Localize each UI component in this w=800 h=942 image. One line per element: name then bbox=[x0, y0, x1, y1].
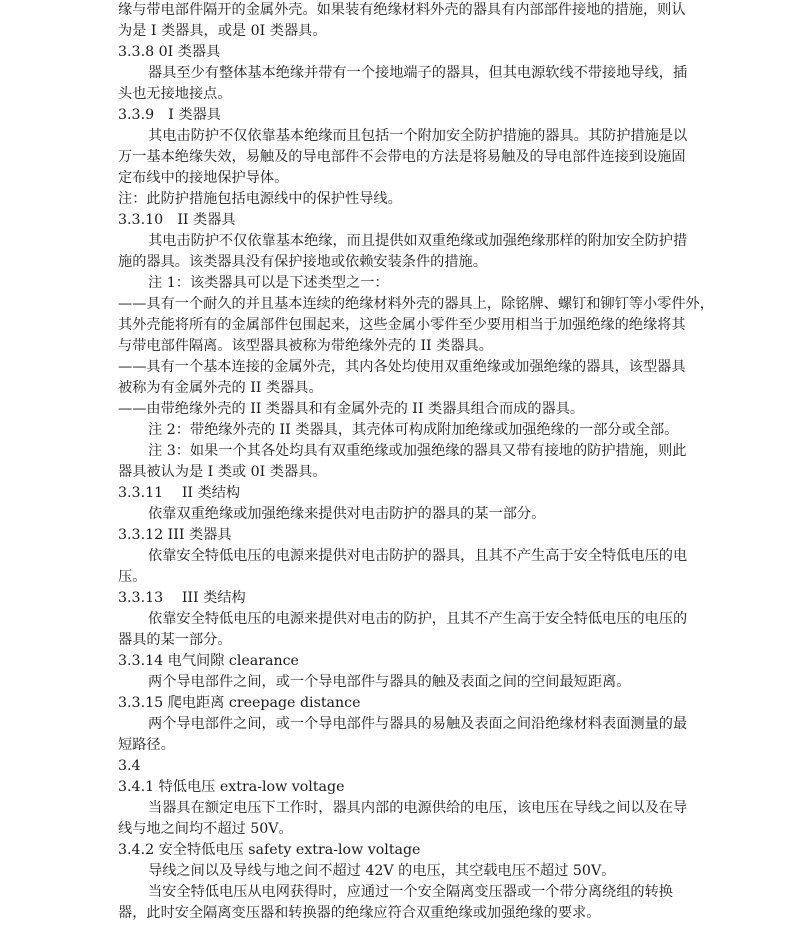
text-line: 施的器具。该类器具没有保护接地或依赖安装条件的措施。 bbox=[118, 254, 487, 270]
text-line: 3.3.9 I 类器具 bbox=[118, 107, 221, 123]
text-line: 其电击防护不仅依靠基本绝缘而且包括一个附加安全防护措施的器具。其防护措施是以 bbox=[148, 128, 688, 144]
text-line: 3.4 bbox=[118, 758, 141, 774]
text-line: 导线之间以及导线与地之间不超过 42V 的电压，其空载电压不超过 50V。 bbox=[148, 863, 616, 879]
text-line: 注 3：如果一个其各处均具有双重绝缘或加强绝缘的器具又带有接地的防护措施，则此 bbox=[148, 443, 687, 459]
text-line: 器，此时安全隔离变压器和转换器的绝缘应符合双重绝缘或加强绝缘的要求。 bbox=[118, 905, 601, 921]
text-line: ——具有一个耐久的并且基本连续的绝缘材料外壳的器具上，除铭牌、螺钉和铆钉等小零件外， bbox=[118, 296, 714, 312]
text-line: 短路径。 bbox=[118, 737, 175, 753]
text-line: ——具有一个基本连接的金属外壳，其内各处均使用双重绝缘或加强绝缘的器具，该型器具 bbox=[118, 359, 686, 375]
text-line: 为是 I 类器具，或是 0I 类器具。 bbox=[118, 23, 327, 39]
text-line: 当安全特低电压从电网获得时，应通过一个安全隔离变压器或一个带分离绕组的转换 bbox=[148, 884, 673, 900]
text-line: 3.4.1 特低电压 extra-low voltage bbox=[118, 779, 345, 795]
text-line: 注：此防护措施包括电源线中的保护性导线。 bbox=[118, 191, 402, 207]
text-line: 其电击防护不仅依靠基本绝缘，而且提供如双重绝缘或加强绝缘那样的附加安全防护措 bbox=[148, 233, 688, 249]
text-line: 依靠安全特低电压的电源来提供对电击的防护，且其不产生高于安全特低电压的电压的 bbox=[148, 611, 688, 627]
text-line: 缘与带电部件隔开的金属外壳。如果装有绝缘材料外壳的器具有内部部件接地的措施，则认 bbox=[118, 2, 686, 18]
text-line: 注 1：该类器具可以是下述类型之一： bbox=[148, 275, 389, 291]
text-line: 3.3.13 III 类结构 bbox=[118, 590, 246, 606]
text-line: 其外壳能将所有的金属部件包围起来，这些金属小零件至少要用相当于加强绝缘的绝缘将其 bbox=[118, 317, 686, 333]
text-line: 被称为有金属外壳的 II 类器具。 bbox=[118, 380, 323, 396]
text-line: ——由带绝缘外壳的 II 类器具和有金属外壳的 II 类器具组合而成的器具。 bbox=[118, 401, 585, 417]
text-line: 压。 bbox=[118, 569, 147, 585]
text-line: 3.3.15 爬电距离 creepage distance bbox=[118, 695, 361, 711]
text-line: 3.3.8 0I 类器具 bbox=[118, 44, 221, 60]
text-line: 万一基本绝缘失效，易触及的导电部件不会带电的方法是将易触及的导电部件连接到设施固 bbox=[118, 149, 686, 165]
text-line: 3.3.14 电气间隙 clearance bbox=[118, 653, 299, 669]
text-line: 3.3.12 III 类器具 bbox=[118, 527, 232, 543]
text-line: 器具被认为是 I 类或 0I 类器具。 bbox=[118, 464, 327, 480]
text-line: 两个导电部件之间，或一个导电部件与器具的触及表面之间的空间最短距离。 bbox=[148, 674, 631, 690]
text-line: 两个导电部件之间，或一个导电部件与器具的易触及表面之间沿绝缘材料表面测量的最 bbox=[148, 716, 688, 732]
text-line: 3.3.10 II 类器具 bbox=[118, 212, 236, 228]
text-line: 当器具在额定电压下工作时，器具内部的电源供给的电压，该电压在导线之间以及在导 bbox=[148, 800, 688, 816]
text-line: 定布线中的接地保护导体。 bbox=[118, 170, 289, 186]
text-line: 3.4.2 安全特低电压 safety extra-low voltage bbox=[118, 842, 421, 858]
text-line: 器具至少有整体基本绝缘并带有一个接地端子的器具，但其电源软线不带接地导线，插 bbox=[148, 65, 688, 81]
document-body bbox=[118, 0, 714, 924]
text-line: 线与地之间均不超过 50V。 bbox=[118, 821, 293, 837]
text-line: 依靠双重绝缘或加强绝缘来提供对电击防护的器具的某一部分。 bbox=[148, 506, 546, 522]
text-line: 3.3.11 II 类结构 bbox=[118, 485, 241, 501]
text-line: 注 2：带绝缘外壳的 II 类器具，其壳体可构成附加绝缘或加强绝缘的一部分或全部。 bbox=[148, 422, 679, 438]
text-line: 器具的某一部分。 bbox=[118, 632, 232, 648]
text-line: 依靠安全特低电压的电源来提供对电击防护的器具，且其不产生高于安全特低电压的电 bbox=[148, 548, 688, 564]
text-line: 头也无接地接点。 bbox=[118, 86, 232, 102]
text-line: 与带电部件隔离。该型器具被称为带绝缘外壳的 II 类器具。 bbox=[118, 338, 493, 354]
